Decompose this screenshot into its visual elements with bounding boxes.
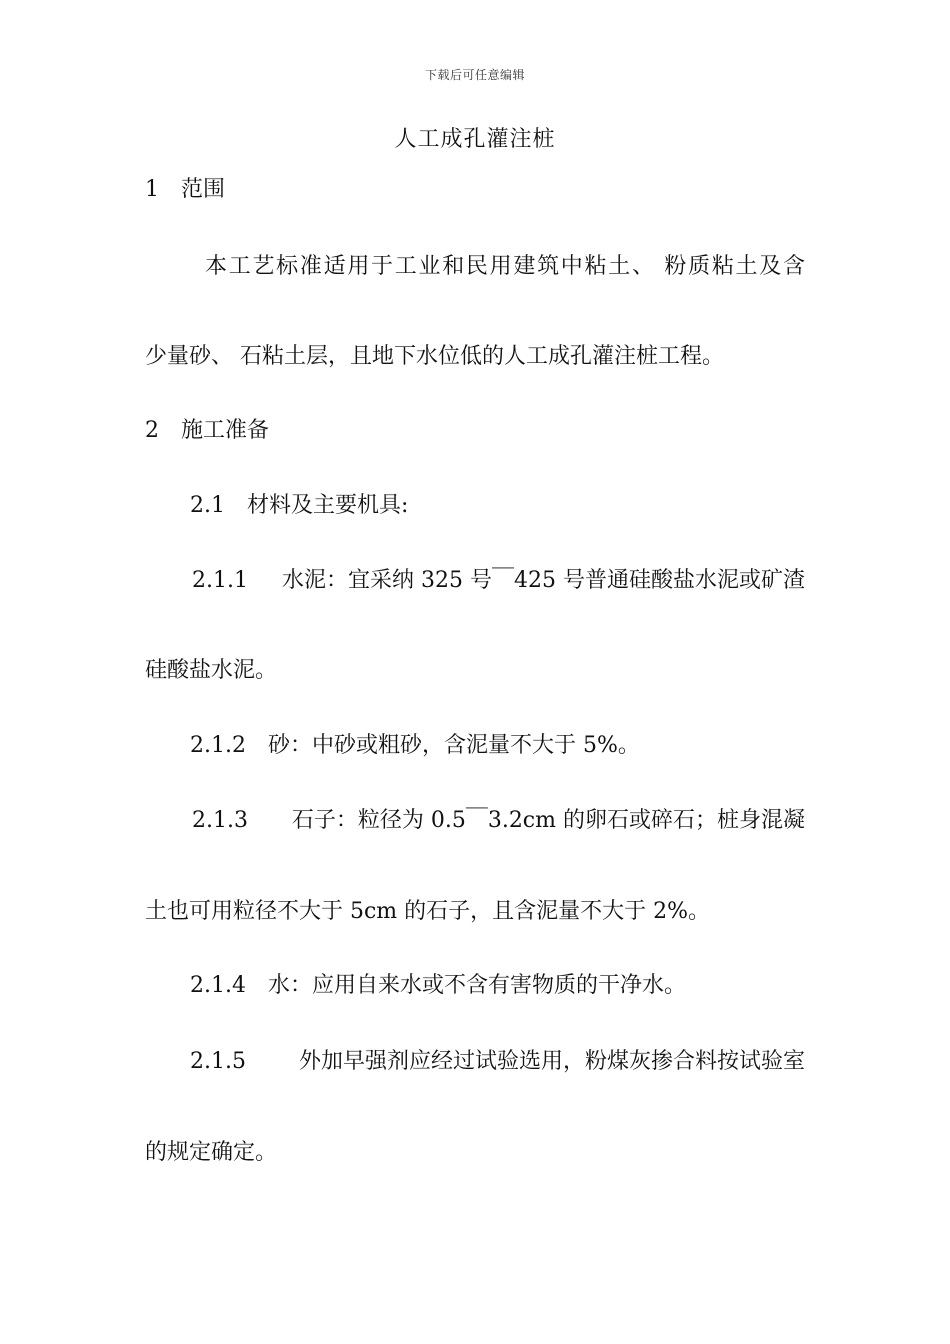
item-number: 2.1.3 <box>192 808 248 833</box>
item-text: 水：应用自来水或不含有害物质的干净水。 <box>267 973 686 998</box>
item-text: 砂：中砂或粗砂，含泥量不大于 5%。 <box>267 733 640 758</box>
section-2-heading <box>145 416 269 446</box>
paragraph-line: 的规定确定。 <box>145 1140 278 1165</box>
item-number: 2.1.5 <box>190 1049 246 1074</box>
section-number: 1 <box>145 177 159 202</box>
subsection-text: 材料及主要机具: <box>247 493 409 518</box>
subsection-2-1 <box>190 491 408 521</box>
header-note: 下载后可任意编辑 <box>424 68 525 82</box>
paragraph-line: 少量砂、 石粘土层，且地下水位低的人工成孔灌注桩工程。 <box>145 344 724 369</box>
paragraph-line: 硅酸盐水泥。 <box>145 658 278 683</box>
item-number: 2.1.1 <box>192 568 248 593</box>
item-2-1-5 <box>190 1047 805 1077</box>
section-1-heading <box>145 175 225 205</box>
item-number: 2.1.2 <box>190 733 246 758</box>
item-2-1-3 <box>192 806 805 836</box>
item-text: 石子：粒径为 0.5￣3.2cm 的卵石或碎石；桩身混凝 <box>291 808 805 833</box>
subsection-number: 2.1 <box>190 493 225 518</box>
item-number: 2.1.4 <box>190 973 246 998</box>
section-number: 2 <box>145 418 159 443</box>
item-2-1-1 <box>192 566 805 596</box>
document-title: 人工成孔灌注桩 <box>394 127 556 152</box>
item-text: 外加早强剂应经过试验选用，粉煤灰掺合料按试验室 <box>298 1049 805 1074</box>
paragraph-line: 土也可用粒径不大于 5cm 的石子，且含泥量不大于 2%。 <box>145 899 711 924</box>
item-text: 水泥：宜采纳 325 号￣425 号普通硅酸盐水泥或矿渣 <box>282 568 805 593</box>
item-2-1-2 <box>190 731 640 761</box>
item-2-1-4 <box>190 971 686 1001</box>
paragraph-line: 本工艺标准适用于工业和民用建筑中粘土、 粉质粘土及含 <box>205 254 805 279</box>
section-title: 施工准备 <box>181 418 270 443</box>
section-title: 范围 <box>181 177 226 202</box>
